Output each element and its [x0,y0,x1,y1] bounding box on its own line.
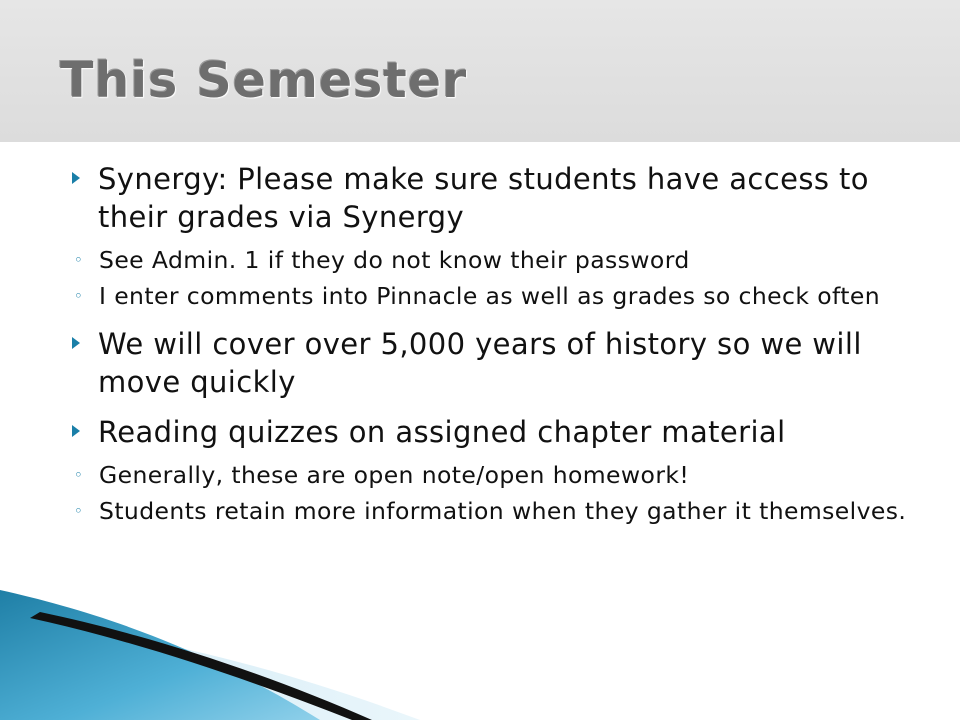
ring-icon: ◦ [74,502,84,520]
wave-blue-band [0,590,320,720]
bullet-list [72,160,912,531]
sub-bullet-item [72,244,912,277]
ring-icon: ◦ [74,251,84,269]
ring-icon: ◦ [74,287,84,305]
decorative-wave [0,590,960,720]
sub-bullet-text: See Admin. 1 if they do not know their password [99,246,690,274]
bullet-text: We will cover over 5,000 years of history so we will move quickly [98,327,862,399]
bullet-text: Reading quizzes on assigned chapter material [98,415,786,449]
sub-bullet-item [72,459,912,492]
bullet-item [72,160,912,236]
triangle-right-icon [72,172,80,184]
ring-icon: ◦ [74,466,84,484]
sub-bullet-text: I enter comments into Pinnacle as well as grades so check often [99,282,881,310]
sub-bullet-item [72,280,912,313]
bullet-text: Synergy: Please make sure students have access to their grades via Synergy [98,162,869,234]
sub-bullet-item [72,495,912,528]
triangle-right-icon [72,337,80,349]
slide-title: This Semester [60,52,468,109]
sub-bullet-list [72,459,912,528]
bullet-item [72,325,912,401]
title-band [0,0,960,142]
bullet-item [72,413,912,451]
sub-bullet-list [72,244,912,313]
sub-bullet-text: Students retain more information when they gather it themselves. [99,497,907,525]
triangle-right-icon [72,425,80,437]
sub-bullet-text: Generally, these are open note/open homework! [99,461,690,489]
